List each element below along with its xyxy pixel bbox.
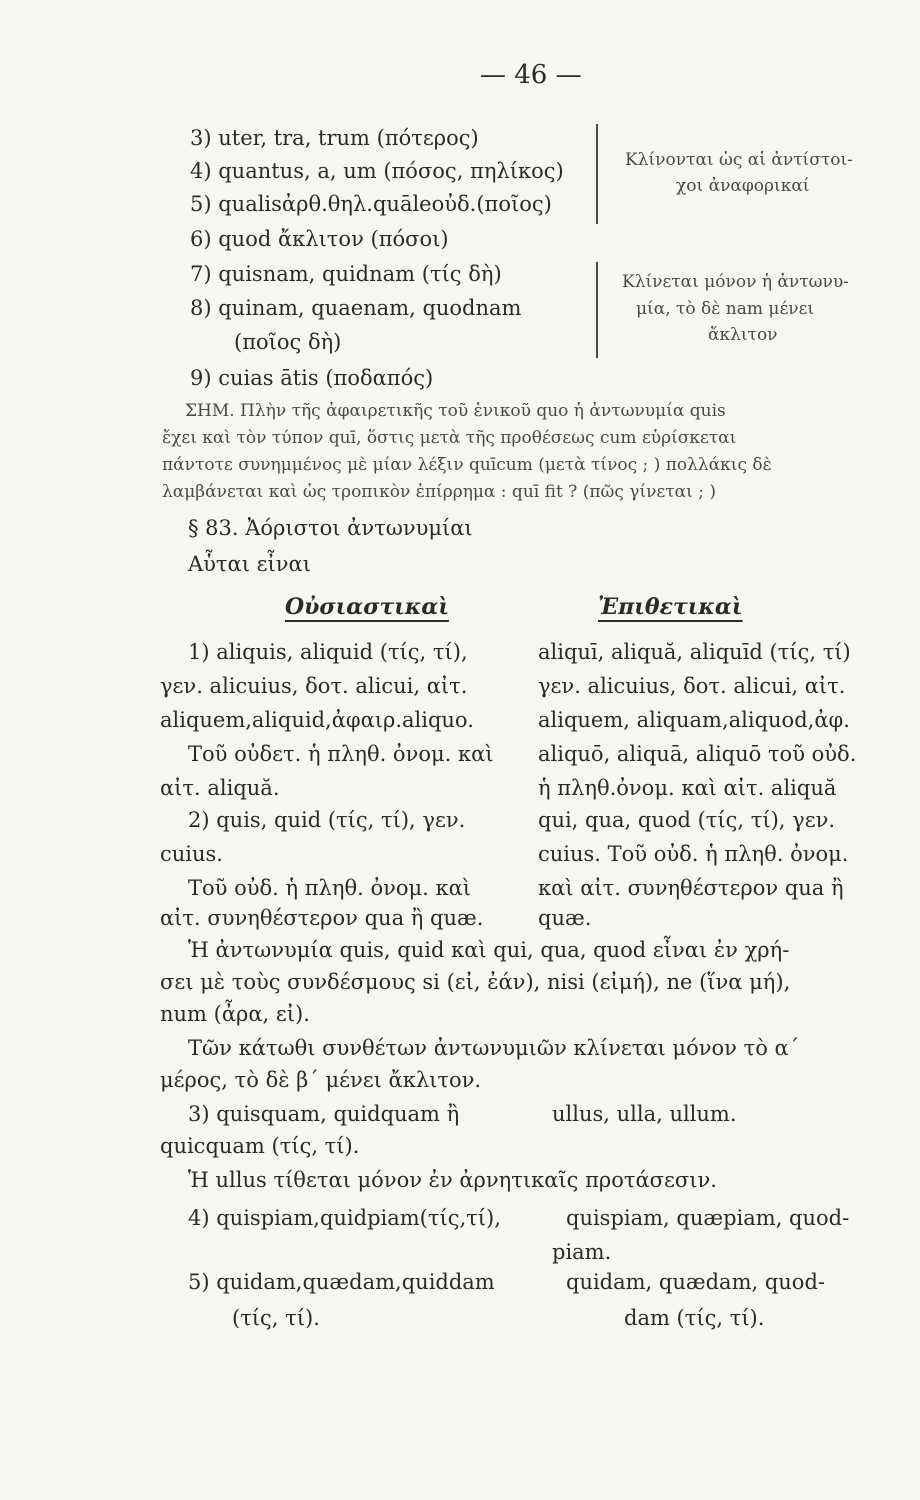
right-column-line: γεν. alicuius, δοτ. alicui, αἰτ. bbox=[538, 674, 846, 698]
right-column-line: καὶ αἰτ. συνηθέστερον qua ἢ bbox=[538, 876, 844, 900]
brace-divider bbox=[588, 262, 598, 358]
side-note: ἄκλιτον bbox=[708, 325, 778, 345]
note-line: ΣΗΜ. Πλὴν τῆς ἀφαιρετικῆς τοῦ ἑνικοῦ quo ἡ ἀντωνυμία quis bbox=[185, 401, 726, 421]
right-column-line: cuius. Τοῦ οὐδ. ἡ πληθ. ὀνομ. bbox=[538, 842, 849, 866]
section-intro: Αὗται εἶναι bbox=[188, 552, 311, 576]
item-left: 3) quisquam, quidquam ἢ bbox=[188, 1102, 460, 1126]
side-note: μία, τὸ δὲ nam μένει bbox=[636, 299, 815, 319]
column-heading-right: Ἐπιθετικαὶ bbox=[598, 594, 743, 620]
right-column-line: qui, qua, quod (τίς, τί), γεν. bbox=[538, 808, 836, 832]
left-column-line: αἰτ. aliquă. bbox=[160, 776, 280, 800]
right-column-line: aliquī, aliquă, aliquīd (τίς, τί) bbox=[538, 640, 851, 664]
list-item: 4) quantus, a, um (πόσος, πηλίκος) bbox=[190, 159, 564, 183]
right-column-line: aliquem, aliquam,aliquod,ἀφ. bbox=[538, 708, 850, 732]
paragraph-line: μέρος, τὸ δὲ β´ μένει ἄκλιτον. bbox=[160, 1068, 482, 1092]
item-right: dam (τίς, τί). bbox=[624, 1306, 765, 1330]
list-item: (ποῖος δὴ) bbox=[234, 330, 342, 354]
page-number: — 46 — bbox=[480, 60, 582, 90]
paragraph-line: σει μὲ τοὺς συνδέσμους si (εἰ, ἐάν), nisi (εἰμή), ne (ἵνα μή), bbox=[160, 970, 791, 994]
item-left: (τίς, τί). bbox=[232, 1306, 320, 1330]
item-right: quispiam, quæpiam, quod- bbox=[566, 1206, 850, 1230]
item-left: 5) quidam,quædam,quiddam bbox=[188, 1270, 495, 1294]
list-item: 5) qualisἀρθ.θηλ.quāleοὐδ.(ποῖος) bbox=[190, 192, 552, 216]
list-item: 7) quisnam, quidnam (τίς δὴ) bbox=[190, 262, 502, 286]
side-note: χοι ἀναφορικαί bbox=[676, 176, 810, 196]
item-right: quidam, quædam, quod- bbox=[566, 1270, 825, 1294]
left-column-line: αἰτ. συνηθέστερον qua ἢ quæ. bbox=[160, 906, 484, 930]
item-right: piam. bbox=[552, 1240, 612, 1264]
paragraph-line: Ἡ ἀντωνυμία quis, quid καὶ qui, qua, quod εἶναι ἐν χρή- bbox=[188, 938, 790, 962]
list-item: 6) quod ἄκλιτον (πόσοι) bbox=[190, 227, 449, 251]
list-item: 8) quinam, quaenam, quodnam bbox=[190, 296, 522, 320]
item-left: 4) quispiam,quidpiam(τίς,τί), bbox=[188, 1206, 501, 1230]
right-column-line: aliquō, aliquā, aliquō τοῦ οὐδ. bbox=[538, 742, 857, 766]
side-note: Κλίνεται μόνον ἡ ἀντωνυ- bbox=[622, 272, 849, 292]
note-line: λαμβάνεται καὶ ὡς τροπικὸν ἐπίρρημα : quī fit ? (πῶς γίνεται ; ) bbox=[162, 482, 716, 502]
left-column-line: Τοῦ οὐδ. ἡ πληθ. ὀνομ. καὶ bbox=[188, 876, 472, 900]
section-heading: § 83. Ἀόριστοι ἀντωνυμίαι bbox=[188, 516, 473, 540]
note-line: πάντοτε συνημμένος μὲ μίαν λέξιν quīcum (μετὰ τίνος ; ) πολλάκις δὲ bbox=[162, 455, 772, 475]
right-column-line: quæ. bbox=[538, 906, 592, 930]
brace-divider bbox=[588, 124, 598, 224]
left-column-line: cuius. bbox=[160, 842, 223, 866]
paragraph-line: Τῶν κάτωθι συνθέτων ἀντωνυμιῶν κλίνεται μόνον τὸ α´ bbox=[188, 1036, 800, 1060]
item-right: ullus, ulla, ullum. bbox=[552, 1102, 737, 1126]
left-column-line: 2) quis, quid (τίς, τί), γεν. bbox=[188, 808, 466, 832]
paragraph-line: num (ἆρα, εἰ). bbox=[160, 1002, 310, 1026]
item-left: quicquam (τίς, τί). bbox=[160, 1134, 360, 1158]
right-column-line: ἡ πληθ.ὀνομ. καὶ αἰτ. aliquă bbox=[538, 776, 837, 800]
left-column-line: 1) aliquis, aliquid (τίς, τί), bbox=[188, 640, 468, 664]
list-item: 9) cuias ātis (ποδαπός) bbox=[190, 366, 434, 390]
side-note: Κλίνονται ὡς αἱ ἀντίστοι- bbox=[625, 150, 853, 170]
left-column-line: Τοῦ οὐδετ. ἡ πληθ. ὀνομ. καὶ bbox=[188, 742, 494, 766]
left-column-line: aliquem,aliquid,ἀφαιρ.aliquo. bbox=[160, 708, 474, 732]
column-heading-left: Οὐσιαστικαὶ bbox=[285, 594, 449, 620]
note-line: ἔχει καὶ τὸν τύπον quī, ὅστις μετὰ τῆς προθέσεως cum εὑρίσκεται bbox=[162, 428, 737, 448]
list-item: 3) uter, tra, trum (πότερος) bbox=[190, 126, 479, 150]
paragraph-line: Ἡ ullus τίθεται μόνον ἐν ἀρνητικαῖς προτάσεσιν. bbox=[188, 1168, 717, 1192]
left-column-line: γεν. alicuius, δοτ. alicui, αἰτ. bbox=[160, 674, 468, 698]
